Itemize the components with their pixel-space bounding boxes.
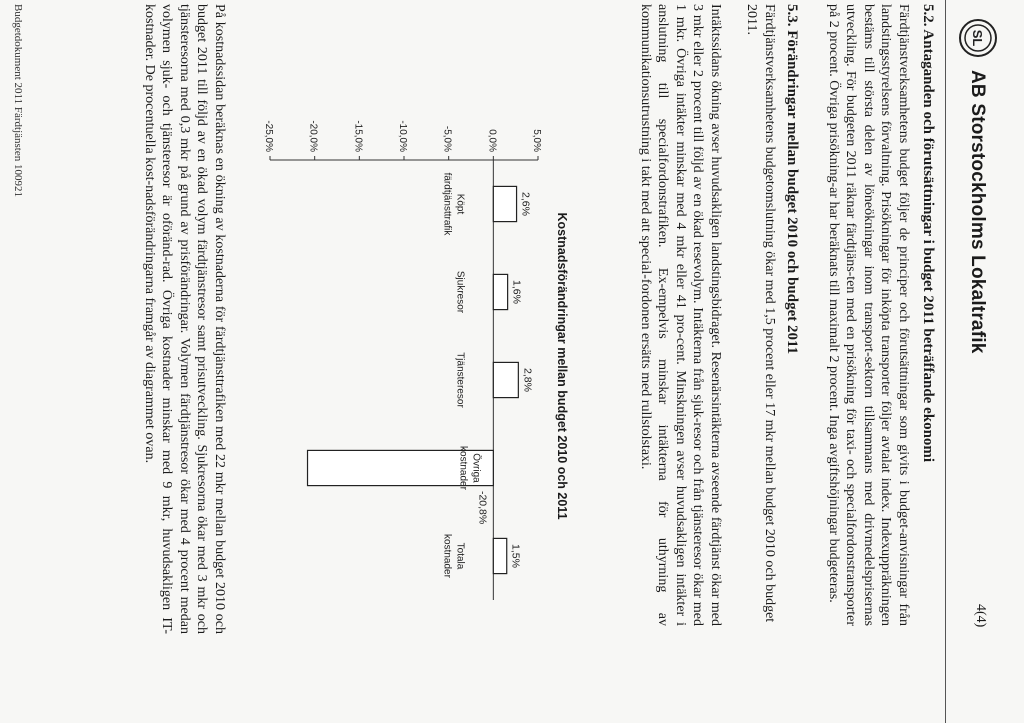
data-label: -20,8% (476, 490, 489, 525)
closing-paragraph: På kostnadssidan beräknas en ökning av kostnaderna för färdtjänsttrafiken med 22 mkr mellan budget 2010 och budget 2011 till följd av en ökad volym färdtjänstresor samt prisutveckling. Sjukresorna ökar med 3 mkr och tjänsteresorna med 0,3 mkr på grund av prisförändringar. Volymen färdtjänstresor ökar med 4 procent medan volymen sjuk- och tjänsteresor är oföränd-rad. Övriga kostnader minskar med 9 mkr, huvudsakligen IT-kostnader. De procentuella kost-nadsförändringarna framgår av diagrammet ovan. (142, 4, 227, 634)
data-label: 2,6% (519, 192, 532, 216)
data-label: 1,5% (509, 544, 522, 568)
page-number: 4(4) (973, 604, 988, 628)
y-tick-label: 5,0% (531, 129, 542, 152)
y-tick-label: -15,0% (352, 120, 364, 152)
category-label: Köptfärdtjänsttrafik (441, 172, 466, 236)
data-label: 2,8% (521, 368, 534, 392)
logo-text: SL (970, 29, 985, 47)
chart-title: Kostnadsförändringar mellan budget 2010 och 2011 (555, 212, 569, 520)
category-label: Totalakostnader (441, 534, 466, 578)
bar (493, 186, 516, 221)
bar (493, 274, 507, 309)
section-5-3-intro: Färdtjänstverksamhetens budgetomslutning ökar med 1,5 procent eller 17 mkr mellan budget 2010 och budget 2011. (744, 4, 777, 623)
y-tick-label: -5,0% (441, 125, 453, 152)
y-tick-label: -20,0% (307, 120, 319, 152)
section-5-3-heading: 5.3. Förändringar mellan budget 2010 och budget 2011 (784, 4, 800, 355)
y-tick-label: -25,0% (263, 120, 274, 152)
category-label: Övrigakostnader (457, 446, 482, 490)
section-5-3-revenue: Intäktssidans ökning avser huvudsakligen landstingsbidraget. Resenärsintäkterna avseende färdtjänst ökar med 3 mkr eller 2 procent till följd av en ökad resevolym. Intäkterna från sjuk-resor och från tjänsteresor ökar med 1 mkr. Övriga intäkter minskar med 4 mkr eller 41 pro-cent. Minskningen avser huvudsakligen intäkter i anslutning till specialfordonstrafiken. Ex-empelvis minskar intäkterna för uthyrning av kommunikationsutrustning i takt med att special-fordonen ersätts med rullstolstaxi. (638, 4, 723, 626)
cost-change-chart (248, 0, 588, 723)
header-divider (945, 0, 946, 723)
category-label: Sjukresor (454, 270, 466, 314)
data-label: 1,6% (510, 280, 523, 304)
section-5-2-heading: 5.2. Antaganden och förutsättningar i budget 2011 beträffande ekonomi (920, 4, 936, 463)
footer-text: Budgetdokument 2011 Färdtjänsten 100921 (12, 4, 24, 197)
category-label: Tjänsteresor (454, 352, 466, 408)
sl-logo-icon (958, 18, 998, 58)
company-name: AB Storstockholms Lokaltrafik (967, 70, 988, 354)
bar (493, 538, 506, 573)
section-5-2-body: Färdtjänstverksamhetens budget följer de principer och förutsättningar som givits i budget-anvisningar från landstingsstyrelsens förvaltning. Prisökningar för inköpta transporter följer avtalat index. Indexuppräkningen bestäms till största delen av löneökningar inom transport-sektorn tillsammans med drivmedelsprisernas utveckling. För budgeten 2011 räknar färdtjäns-ten med en prisökning för taxi- och specialfordonstransporter på 2 procent. Övriga prisökning-ar har beräknats till maximalt 2 procent. Inga avgiftshöjningar budgeteras. (826, 4, 911, 626)
bar (493, 362, 518, 397)
y-tick-label: -10,0% (397, 120, 408, 152)
y-tick-label: 0,0% (486, 129, 498, 152)
